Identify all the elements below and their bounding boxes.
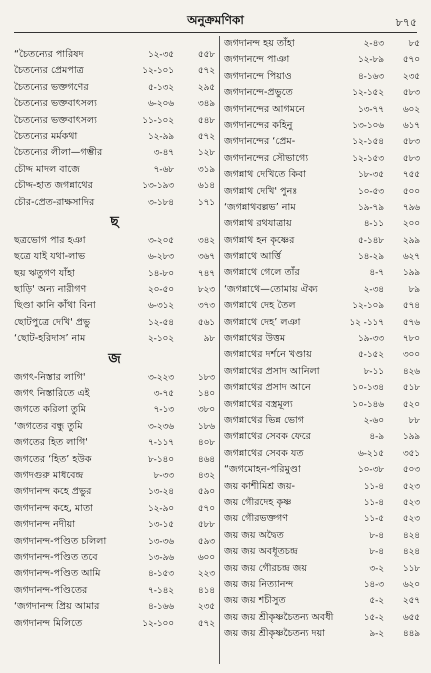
entry-text: চৈতন্যের প্রেমপাত্র	[14, 65, 84, 77]
entry-page: ৬২৭	[402, 252, 420, 263]
entry-page: ৫৮৮	[197, 520, 215, 531]
entry-reference: ১০-১৩৪	[352, 383, 384, 394]
right-column	[224, 36, 420, 642]
entry-reference: ২-৪৩	[363, 39, 384, 49]
entry-text: জগন্নাথে গেলে তাঁর	[224, 267, 300, 279]
entry-text: জগন্নাথে দেহ’ লঞা	[224, 316, 301, 328]
entry-reference: ১৩-৭৭	[357, 104, 384, 115]
entry-page: ৫০৩	[402, 465, 420, 476]
entry-page: ৮৫	[408, 39, 420, 49]
entry-reference: ৫-২	[369, 596, 384, 607]
entry-text: জগন্নাথের প্রসাদ আনে	[224, 382, 311, 394]
entry-reference: ৯-২	[369, 629, 384, 640]
index-entry	[224, 102, 420, 118]
entry-reference: ৫-১৪৮	[357, 235, 384, 246]
index-entry	[224, 495, 420, 511]
index-entry	[224, 397, 420, 413]
entry-page: ৫৬১	[197, 317, 215, 328]
entry-page: ১৯৯	[402, 268, 420, 279]
index-entry	[224, 151, 420, 167]
entry-page: ১৮৬	[197, 421, 215, 432]
index-entry	[14, 435, 215, 451]
entry-reference: ১৯-৩৩	[357, 334, 384, 345]
entry-text: জগতে করিলা তুমি	[14, 404, 86, 416]
entry-reference: ১৪-৩	[363, 579, 384, 590]
entry-page: ৫৮৩	[402, 137, 420, 148]
index-entry	[14, 113, 215, 129]
entry-reference: ৭-১৪২	[147, 585, 174, 596]
entry-reference: ১২-১৫৩	[352, 153, 384, 164]
entry-text: জগদানন্দে পিয়াও	[224, 70, 292, 82]
entry-text: জগদানন্দ কহে প্রভুর	[14, 486, 92, 498]
entry-text: জগৎ নিস্তারিতে এই	[14, 388, 90, 400]
entry-reference: ১০-৩৮	[357, 465, 384, 476]
index-entry	[224, 413, 420, 429]
page-number: ৮৭৫	[395, 16, 417, 29]
entry-text: জগতের হিত লাগি'	[14, 437, 88, 449]
index-entry	[224, 462, 420, 478]
index-entry	[224, 233, 420, 249]
index-entry	[224, 298, 420, 314]
entry-page: ২৯৯	[402, 235, 420, 246]
entry-reference: ৪-১৫৩	[147, 569, 174, 580]
entry-text: জগন্নাথ দেখি' পুনঃ	[224, 185, 298, 197]
entry-reference: ৪-৯	[369, 432, 384, 443]
entry-page: ৬০২	[402, 104, 420, 115]
entry-text: “চৈতন্যের পারিষদ	[14, 49, 84, 60]
entry-page: ৪৪৯	[402, 629, 420, 640]
index-entry	[224, 610, 420, 626]
entry-reference: ১১-৪	[363, 497, 384, 508]
entry-page: ৬১৭	[402, 120, 420, 131]
entry-text: জগদানন্দ মিলিতে	[14, 617, 83, 629]
entry-text: জয় জয় অবধূতচন্দ্র	[224, 546, 298, 558]
entry-text: ছাড়ি' অন্য নারীগণ	[14, 284, 87, 296]
entry-page: ৯৮	[203, 334, 215, 345]
entry-page: ২৯৫	[197, 82, 215, 93]
entry-text: জয় জয় গৌরচন্দ্র জয়	[224, 562, 307, 574]
index-entry	[224, 561, 420, 577]
entry-text: জয় গৌরভক্তগণ	[224, 513, 289, 525]
entry-text: ছত্রভোগ পার হঞা	[14, 234, 86, 246]
entry-text: জগদানন্দের কহিনু	[224, 119, 293, 131]
entry-page: ৫৭০	[402, 55, 420, 66]
entry-page: ৩৪৯	[197, 99, 215, 110]
entry-reference: ৪-১১	[363, 219, 384, 230]
entry-text: জগন্নাথ দেখিতে কিবা	[224, 169, 307, 181]
entry-reference: ১২-৯৯	[147, 131, 174, 142]
entry-reference: ১২-১৫২	[352, 88, 384, 99]
entry-page: ২৫৭	[402, 596, 420, 607]
page-title: অনুক্রমণিকা	[187, 13, 244, 27]
index-entry	[14, 402, 215, 418]
entry-page: ৪৩২	[197, 470, 215, 481]
entry-reference: ২-৬০	[363, 415, 384, 426]
index-entry	[14, 517, 215, 533]
entry-page: ৩৮০	[197, 405, 215, 416]
index-entry	[224, 577, 420, 593]
entry-page: ৭৪৭	[197, 268, 215, 279]
entry-page: ৫৪৮	[197, 115, 215, 126]
entry-page: ২৩৫	[197, 602, 215, 613]
index-entry	[14, 145, 215, 161]
entry-page: ৪২৪	[402, 547, 420, 558]
entry-page: ৫৯০	[197, 487, 215, 498]
entry-text: জয় গৌরদেহ কৃষ্ণ	[224, 496, 292, 508]
index-entry	[224, 347, 420, 363]
index-entry	[14, 566, 215, 582]
index-entry	[224, 216, 420, 232]
entry-page: ৬১৪	[197, 181, 215, 192]
index-entry	[14, 80, 215, 96]
entry-reference: ১০-৫৩	[357, 186, 384, 197]
entry-reference: ৩-৪৭	[153, 148, 174, 159]
entry-reference: ১২-১০১	[142, 66, 174, 77]
index-entry	[224, 282, 420, 298]
entry-page: ৪২৪	[402, 530, 420, 541]
entry-reference: ১৩-৯৬	[147, 552, 174, 563]
entry-reference: ৪-১৬৩	[357, 71, 384, 82]
index-entry	[224, 544, 420, 560]
entry-text: চৌর-প্রেত-রাক্ষসাদির	[14, 196, 95, 208]
index-entry	[14, 266, 215, 282]
entry-reference: ২-৩৪	[363, 284, 384, 295]
index-entry	[14, 162, 215, 178]
entry-reference: ৬-৩১২	[147, 301, 174, 312]
entry-page: ৩৭৩	[197, 301, 215, 312]
entry-page: ৪২৬	[402, 366, 420, 377]
entry-reference: ১৩-১৫	[147, 520, 174, 531]
entry-text: চৈতন্যের ভক্তবাৎসল্য	[14, 114, 97, 126]
entry-text: জগন্নাথ রথযাত্রায়	[224, 218, 292, 230]
entry-page: ২২৩	[197, 569, 215, 580]
section-letter: জ	[108, 350, 121, 367]
entry-reference: ১২-১০৯	[352, 301, 384, 312]
index-entry	[14, 282, 215, 298]
entry-page: ৮৮	[408, 415, 420, 426]
entry-page: ১৭১	[197, 197, 215, 208]
entry-page: ৫১৮	[402, 383, 420, 394]
entry-reference: ৮-৪	[369, 547, 384, 558]
index-entry	[14, 331, 215, 347]
entry-reference: ৫-১৫২	[357, 350, 384, 361]
entry-reference: ৪-১৬৬	[147, 602, 174, 613]
index-entry	[14, 534, 215, 550]
entry-text: জগদগুরু মাধবেন্দ্র	[14, 469, 84, 481]
entry-text: জয় জয় নিত্যানন্দ	[224, 578, 294, 590]
index-entry	[224, 626, 420, 642]
entry-reference: ১২-১৫৪	[352, 137, 384, 148]
entry-reference: ১৩-১০৬	[352, 120, 384, 131]
entry-text: “জগমোহন-পরিমুণ্ডা	[224, 464, 301, 476]
entry-page: ৫৫৮	[197, 50, 215, 60]
index-entry	[14, 298, 215, 314]
entry-page: ৬২০	[402, 579, 420, 590]
index-entry	[14, 386, 215, 402]
index-entry	[14, 419, 215, 435]
entry-page: ৩১৯	[197, 164, 215, 175]
entry-text: জগন্নাথ হন কৃষ্ণের	[224, 234, 295, 246]
entry-page: ৫২০	[402, 399, 420, 410]
index-entry	[14, 370, 215, 386]
entry-reference: ১৮-৩৫	[357, 170, 384, 181]
entry-reference: ৬-২১৫	[357, 448, 384, 459]
index-entry	[14, 249, 215, 265]
entry-text: জগদানন্দ কহে, মাতা	[14, 502, 93, 514]
entry-text: ‘জগন্নাথবল্লভ’ নাম	[224, 201, 296, 213]
entry-reference: ১২-১০০	[142, 618, 174, 629]
entry-reference: ১৩-১৯৩	[142, 181, 174, 192]
entry-reference: ১১-৫	[363, 514, 384, 525]
index-entry	[14, 484, 215, 500]
entry-reference: ৮-১১	[363, 366, 384, 377]
section-letter: ছ	[110, 213, 119, 230]
entry-page: ৫০০	[402, 186, 420, 197]
entry-page: ৫২৩	[402, 514, 420, 525]
entry-page: ৮২৩	[197, 285, 215, 296]
index-entry	[14, 195, 215, 211]
index-entry	[224, 265, 420, 281]
entry-text: চৈতন্যের লীলা—গম্ভীর	[14, 147, 103, 159]
entry-reference: ৭-১৩	[153, 405, 174, 416]
entry-text: জয় জয় অদ্বৈত	[224, 529, 284, 541]
index-entry	[14, 178, 215, 194]
index-entry	[14, 550, 215, 566]
entry-page: ৭৯৬	[402, 202, 420, 213]
entry-page: ৪০৮	[197, 438, 215, 449]
index-entry	[224, 200, 420, 216]
index-entry	[224, 134, 420, 150]
index-entry	[14, 501, 215, 517]
entry-page: ১১৮	[402, 563, 420, 574]
entry-text: জগদানন্দে-প্রভুতে	[224, 87, 293, 99]
index-entry	[14, 233, 215, 249]
entry-text: জগদানন্দের ‘প্রেম-	[224, 136, 296, 148]
entry-reference: ৬-২৮৩	[147, 252, 174, 263]
entry-text: চৌদ্দ-হাত জগন্নাথের	[14, 180, 93, 192]
entry-reference: ৩-২	[369, 563, 384, 574]
spacer	[14, 36, 215, 47]
entry-reference: ৩-১৮৪	[147, 197, 174, 208]
entry-reference: ১১-৪	[363, 481, 384, 492]
entry-reference: ১৩-২৪	[147, 487, 174, 498]
entry-reference: ৩-২৩৬	[147, 421, 174, 432]
entry-text: জগন্নাথের বস্ত্রমূল্য	[224, 398, 293, 410]
entry-text: জগন্নাথের সেবক যত	[224, 447, 304, 459]
entry-text: জগন্নাথে দেহ তৈল	[224, 300, 296, 312]
entry-page: ৫২৩	[402, 497, 420, 508]
entry-reference: ৩-৭৫	[153, 389, 174, 400]
entry-reference: ১৩-৩৬	[147, 536, 174, 547]
entry-reference: ১৯-৭৯	[357, 202, 384, 213]
entry-page: ৫৭৬	[402, 317, 420, 328]
entry-text: জগদানন্দ নদীয়া	[14, 519, 76, 531]
entry-page: ৮৯	[408, 284, 420, 295]
index-entry	[224, 167, 420, 183]
entry-page: ৫৮৩	[402, 153, 420, 164]
entry-text: চৌদ্দ মাদল বাজে	[14, 163, 80, 175]
index-entry	[224, 528, 420, 544]
index-entry	[224, 36, 420, 52]
entry-text: চৈতন্যের মর্মকথা	[14, 130, 78, 142]
entry-reference: ৭-১১৭	[147, 438, 174, 449]
entry-reference: ৮-৪	[369, 530, 384, 541]
index-entry	[14, 96, 215, 112]
entry-page: ৫২৩	[402, 481, 420, 492]
entry-text: জগদানন্দে পাঞা	[224, 54, 290, 66]
entry-text: ‘ছোট-হরিদাস’ নাম	[14, 333, 86, 345]
entry-reference: ১২-৯০	[147, 503, 174, 514]
entry-reference: ১৪-৮০	[147, 268, 174, 279]
entry-page: ৫৭২	[197, 618, 215, 629]
header-rule	[14, 32, 417, 33]
entry-page: ৫৭০	[197, 503, 215, 514]
entry-text: জগন্নাথের প্রসাদ আনিলা	[224, 365, 320, 377]
entry-text: ‘জগদানন্দ প্রিয় আমার	[14, 601, 100, 613]
entry-text: জগদানন্দ হয় তাঁহা	[224, 38, 295, 49]
index-entry	[224, 184, 420, 200]
index-entry	[224, 52, 420, 68]
entry-page: ৩৬৭	[197, 252, 215, 263]
index-entry	[14, 599, 215, 615]
index-entry	[14, 315, 215, 331]
index-entry	[224, 364, 420, 380]
entry-text: ছোটপুত্রে দেখি' প্রভু	[14, 316, 91, 328]
index-entry	[224, 511, 420, 527]
index-entry	[14, 63, 215, 79]
entry-page: ৩৫১	[402, 448, 420, 459]
entry-page: ৫৯৩	[197, 536, 215, 547]
entry-reference: ৫-১৩২	[147, 82, 174, 93]
entry-reference: ১২-৮৯	[357, 55, 384, 66]
entry-page: ৩০০	[402, 350, 420, 361]
entry-text: জগদানন্দ-পণ্ডিত চলিলা	[14, 535, 107, 547]
index-entry	[224, 593, 420, 609]
entry-reference: ৭-৬৮	[153, 164, 174, 175]
index-entry	[224, 429, 420, 445]
entry-reference: ২-১০২	[147, 334, 174, 345]
entry-page: ২০০	[402, 219, 420, 230]
entry-reference: ১৪-২৯	[357, 252, 384, 263]
index-entry	[14, 468, 215, 484]
entry-reference: ১১-১০২	[142, 115, 174, 126]
entry-page: ৫৭৪	[402, 301, 420, 312]
index-entry	[224, 85, 420, 101]
entry-text: জগন্নাথের সেবক ফেরে	[224, 431, 311, 443]
entry-text: ছয় ঋতুগণ যাঁহা	[14, 267, 75, 279]
left-column	[14, 36, 215, 632]
index-entry	[224, 315, 420, 331]
index-entry	[224, 479, 420, 495]
entry-text: জগদানন্দের আগমনে	[224, 103, 305, 115]
index-entry	[224, 118, 420, 134]
entry-page: ৪১৪	[197, 585, 215, 596]
entry-page: ৪৬৪	[197, 454, 215, 465]
entry-page: ৫৮৩	[402, 88, 420, 99]
entry-page: ৬০০	[197, 552, 215, 563]
entry-text: ‘জগন্নাথে—তোমায় ঐক্য	[224, 283, 318, 295]
index-entry	[224, 331, 420, 347]
entry-page: ১৪০	[197, 389, 215, 400]
entry-text: জগন্নাথের উত্তম	[224, 333, 286, 345]
entry-reference: ৩-২০৫	[147, 235, 174, 246]
entry-reference: ১৫-২	[363, 612, 384, 623]
entry-text: জগন্নাথের ভিন্ন ভোগ	[224, 414, 305, 426]
index-entry	[14, 583, 215, 599]
entry-page: ৬৫৫	[402, 612, 420, 623]
index-entry	[14, 129, 215, 145]
entry-reference: ১০-১৪৬	[352, 399, 384, 410]
index-entry	[224, 249, 420, 265]
index-entry	[224, 380, 420, 396]
entry-page: ৩৪২	[197, 235, 215, 246]
entry-reference: ৪-৭	[369, 268, 384, 279]
entry-text: জগদানন্দ-পণ্ডিত তবে	[14, 551, 98, 563]
entry-text: চৈতন্যের ভক্তবাৎসল্য	[14, 98, 97, 110]
entry-reference: ৮-৩৩	[153, 470, 174, 481]
entry-page: ৫৭২	[197, 66, 215, 77]
entry-reference: ২০-৫০	[147, 285, 174, 296]
entry-page: ৭৮০	[402, 334, 420, 345]
entry-text: ‘জগতের বন্ধু তুমি	[14, 420, 83, 432]
entry-reference: ৩-২২৩	[147, 372, 174, 383]
entry-text: চৈতন্যের ভক্তগণের	[14, 81, 89, 93]
index-entry	[224, 446, 420, 462]
entry-reference: ১২ -১১৭	[349, 317, 384, 328]
entry-reference: ৮-১৪০	[147, 454, 174, 465]
entry-text: জগন্নাথের দর্শনে খণ্ডায়	[224, 349, 312, 361]
entry-reference: ৬-২০৬	[147, 99, 174, 110]
entry-text: জগতের ‘হিত’ হউক	[14, 453, 92, 465]
entry-text: ছিণ্ডা কানি কাঁথা বিনা	[14, 300, 96, 312]
entry-text: জগদানন্দের সৌভাগ্যে	[224, 152, 309, 164]
entry-text: জয় জয় শ্রীকৃষ্ণচৈতন্য অবধী	[224, 611, 334, 623]
entry-text: জগদানন্দ-পণ্ডিত আমি	[14, 568, 101, 580]
entry-page: ৭৫৫	[402, 170, 420, 181]
entry-page: ১৯৯	[402, 432, 420, 443]
index-entry	[14, 616, 215, 632]
entry-reference: ১২-৫৪	[147, 317, 174, 328]
entry-page: ২৩৫	[402, 71, 420, 82]
index-entry	[14, 452, 215, 468]
entry-text: ছত্রে যাই যথা-লাভ	[14, 251, 86, 263]
entry-reference: ১২-৩৫	[147, 50, 174, 60]
entry-text: জয় জয় শ্রীকৃষ্ণচৈতন্য দয়া	[224, 628, 326, 640]
entry-text: জয় জয় শচীসুত	[224, 595, 286, 607]
entry-text: জগন্নাথে আর্ত্তি	[224, 251, 282, 263]
column-divider	[219, 36, 220, 664]
entry-page: ১২৮	[197, 148, 215, 159]
entry-page: ৫৭২	[197, 131, 215, 142]
entry-page: ১৮৩	[197, 372, 215, 383]
entry-text: জগৎ-নিস্তার লাগি'	[14, 371, 86, 383]
entry-text: জগদানন্দ-পণ্ডিতের	[14, 584, 88, 596]
entry-text: জয় কাশীমিশ্র জয়-	[224, 480, 295, 492]
index-entry	[224, 69, 420, 85]
index-entry	[14, 47, 215, 63]
